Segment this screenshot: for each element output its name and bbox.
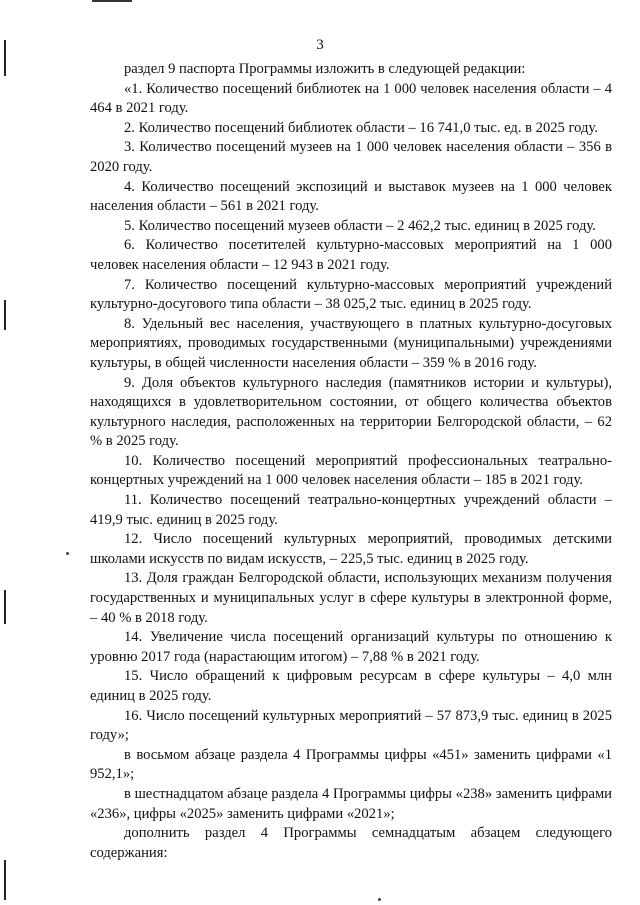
paragraph: 16. Число посещений культурных мероприятий – 57 873,9 тыс. единиц в 2025 году»; xyxy=(90,707,612,744)
binding-mark xyxy=(4,300,6,330)
page-number: 3 xyxy=(316,37,324,53)
paragraph: 15. Число обращений к цифровым ресурсам в сфере культуры – 4,0 млн единиц в 2025 году. xyxy=(90,668,612,704)
paragraph: 11. Количество посещений театрально-концертных учреждений области – 419,9 тыс. единиц в 2025 году. xyxy=(90,492,612,528)
paragraph: 5. Количество посещений музеев области – 2 462,2 тыс. единиц в 2025 году. xyxy=(124,217,596,234)
paragraph: дополнить раздел 4 Программы семнадцатым абзацем следующего содержания: xyxy=(90,825,612,861)
paragraph: 6. Количество посетителей культурно-массовых мероприятий на 1 000 человек населения области – 12 943 в 2021 году. xyxy=(90,237,612,273)
paragraph: 8. Удельный вес населения, участвующего в платных культурно-досуговых мероприятиях, проводимых государственными (муниципальными) учреждениями культуры, в общей численности населения области – 359 % в 2016 году. xyxy=(90,315,612,371)
paragraph: 3. Количество посещений музеев на 1 000 человек населения области – 356 в 2020 году. xyxy=(90,139,612,175)
binding-mark xyxy=(4,590,6,624)
scan-artifact-line xyxy=(92,0,132,2)
paragraph: 4. Количество посещений экспозиций и выставок музеев на 1 000 человек населения области – 561 в 2021 году. xyxy=(90,178,612,215)
paragraph: в восьмом абзаце раздела 4 Программы цифры «451» заменить цифрами «1 952,1»; xyxy=(90,746,612,783)
binding-mark xyxy=(4,860,6,900)
paragraph: 13. Доля граждан Белгородской области, использующих механизм получения государственных и муниципальных услуг в сфере культуры в электронной форме, – 40 % в 2018 году. xyxy=(90,570,612,626)
paragraph: 14. Увеличение числа посещений организаций культуры по отношению к уровню 2017 года (нарастающим итогом) – 7,88 % в 2021 году. xyxy=(90,629,612,665)
paragraph: 10. Количество посещений мероприятий профессиональных театрально-концертных учреждений на 1 000 человек населения области – 185 в 2021 году. xyxy=(90,452,612,489)
paragraph: в шестнадцатом абзаце раздела 4 Программы цифры «238» заменить цифрами «236», цифры «2025» заменить цифрами «2021»; xyxy=(90,785,612,822)
document-body xyxy=(90,60,612,863)
paragraph: 9. Доля объектов культурного наследия (памятников истории и культуры), находящихся в удовлетворительном состоянии, от общего количества объектов культурного наследия, расположенных на территории Белгородской области, – 62 % в 2025 году. xyxy=(90,374,612,450)
scan-speck xyxy=(66,552,69,555)
scan-speck xyxy=(378,898,381,901)
paragraph: «1. Количество посещений библиотек на 1 000 человек населения области – 4 464 в 2021 году. xyxy=(90,80,612,117)
paragraph: 2. Количество посещений библиотек области – 16 741,0 тыс. ед. в 2025 году. xyxy=(124,119,598,136)
paragraph: 7. Количество посещений культурно-массовых мероприятий учреждений культурно-досугового типа области – 38 025,2 тыс. единиц в 2025 году. xyxy=(90,276,612,313)
paragraph: раздел 9 паспорта Программы изложить в следующей редакции: xyxy=(124,61,526,77)
paragraph: 12. Число посещений культурных мероприятий, проводимых детскими школами искусств по видам искусств, – 225,5 тыс. единиц в 2025 году. xyxy=(90,531,612,567)
